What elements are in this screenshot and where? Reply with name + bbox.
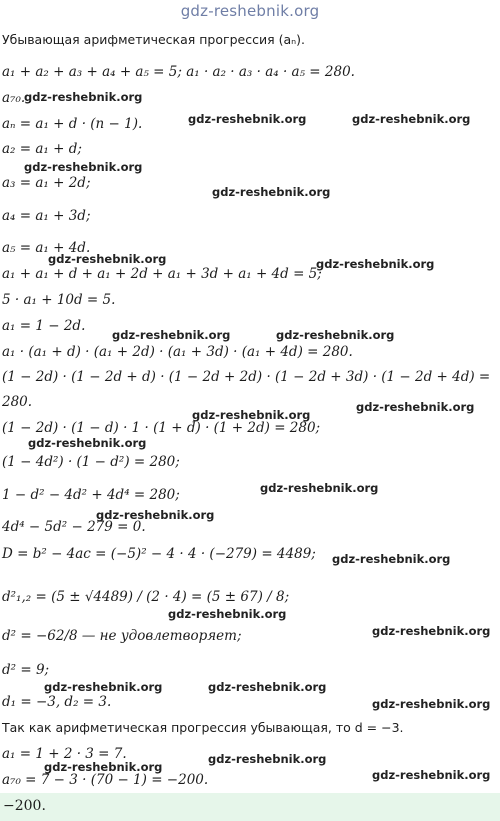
product-substituted: (1 − 2d) · (1 − 2d + d) · (1 − 2d + 2d) · (1 − 2d + 3d) · (1 − 2d + 4d) = (2, 369, 491, 385)
a1-value: a₁ = 1 + 2 · 3 = 7. (2, 746, 127, 762)
product-equation: a₁ · (a₁ + d) · (a₁ + 2d) · (a₁ + 3d) · (a₁ + 4d) = 280. (2, 344, 353, 360)
watermark: gdz-reshebnik.org (372, 697, 491, 711)
formula-a5: a₅ = a₁ + 4d. (2, 240, 91, 256)
a1-expression: a₁ = 1 − 2d. (2, 318, 86, 334)
d-values: d₁ = −3, d₂ = 3. (2, 694, 112, 710)
watermark: gdz-reshebnik.org (208, 752, 327, 766)
watermark: gdz-reshebnik.org (96, 508, 215, 522)
root-rejected: d² = −62/8 — не удовлетворяет; (2, 628, 242, 644)
watermark: gdz-reshebnik.org (352, 112, 471, 126)
watermark: gdz-reshebnik.org (372, 624, 491, 638)
watermark: gdz-reshebnik.org (192, 408, 311, 422)
discriminant: D = b² − 4ac = (−5)² − 4 · 4 · (−279) = 4489; (2, 546, 316, 562)
answer-value: −200. (3, 798, 46, 814)
formula-a2: a₂ = a₁ + d; (2, 141, 82, 157)
formula-a3: a₃ = a₁ + 2d; (2, 175, 91, 191)
roots-formula: d²₁,₂ = (5 ± √4489) / (2 · 4) = (5 ± 67) / 8; (2, 589, 290, 605)
formula-a4: a₄ = a₁ + 3d; (2, 208, 91, 224)
product-factored: (1 − 4d²) · (1 − d²) = 280; (2, 454, 180, 470)
site-header-watermark: gdz-reshebnik.org (180, 2, 320, 20)
watermark: gdz-reshebnik.org (24, 160, 143, 174)
product-substituted-rhs: 280. (2, 394, 33, 410)
watermark: gdz-reshebnik.org (316, 257, 435, 271)
watermark: gdz-reshebnik.org (276, 328, 395, 342)
watermark: gdz-reshebnik.org (28, 436, 147, 450)
watermark: gdz-reshebnik.org (260, 481, 379, 495)
sum-equation: a₁ + a₁ + d + a₁ + 2d + a₁ + 3d + a₁ + 4d = 5; (2, 266, 322, 282)
watermark: gdz-reshebnik.org (188, 112, 307, 126)
watermark: gdz-reshebnik.org (372, 768, 491, 782)
conclusion-d: Так как арифметическая прогрессия убывающая, то d = −3. (2, 720, 404, 735)
answer-box (0, 793, 500, 821)
watermark: gdz-reshebnik.org (44, 680, 163, 694)
watermark: gdz-reshebnik.org (212, 185, 331, 199)
formula-general-term: aₙ = a₁ + d · (n − 1). (2, 116, 143, 132)
given-conditions: a₁ + a₂ + a₃ + a₄ + a₅ = 5; a₁ · a₂ · a₃ · a₄ · a₅ = 280. (2, 64, 355, 80)
problem-statement: Убывающая арифметическая прогрессия (aₙ). (2, 32, 305, 47)
product-simplified: (1 − 2d) · (1 − d) · 1 · (1 + d) · (1 + 2d) = 280; (2, 420, 321, 436)
watermark: gdz-reshebnik.org (48, 252, 167, 266)
root-accepted: d² = 9; (2, 662, 50, 678)
watermark: gdz-reshebnik.org (44, 760, 163, 774)
watermark: gdz-reshebnik.org (356, 400, 475, 414)
watermark: gdz-reshebnik.org (112, 328, 231, 342)
watermark: gdz-reshebnik.org (208, 680, 327, 694)
watermark: gdz-reshebnik.org (168, 607, 287, 621)
find-target: a₇₀. (2, 90, 26, 106)
watermark: gdz-reshebnik.org (24, 90, 143, 104)
sum-simplified: 5 · a₁ + 10d = 5. (2, 292, 116, 308)
expanded-equation: 1 − d² − 4d² + 4d⁴ = 280; (2, 487, 180, 503)
a70-value: a₇₀ = 7 − 3 · (70 − 1) = −200. (2, 772, 209, 788)
biquadratic-equation: 4d⁴ − 5d² − 279 = 0. (2, 519, 146, 535)
watermark: gdz-reshebnik.org (332, 552, 451, 566)
